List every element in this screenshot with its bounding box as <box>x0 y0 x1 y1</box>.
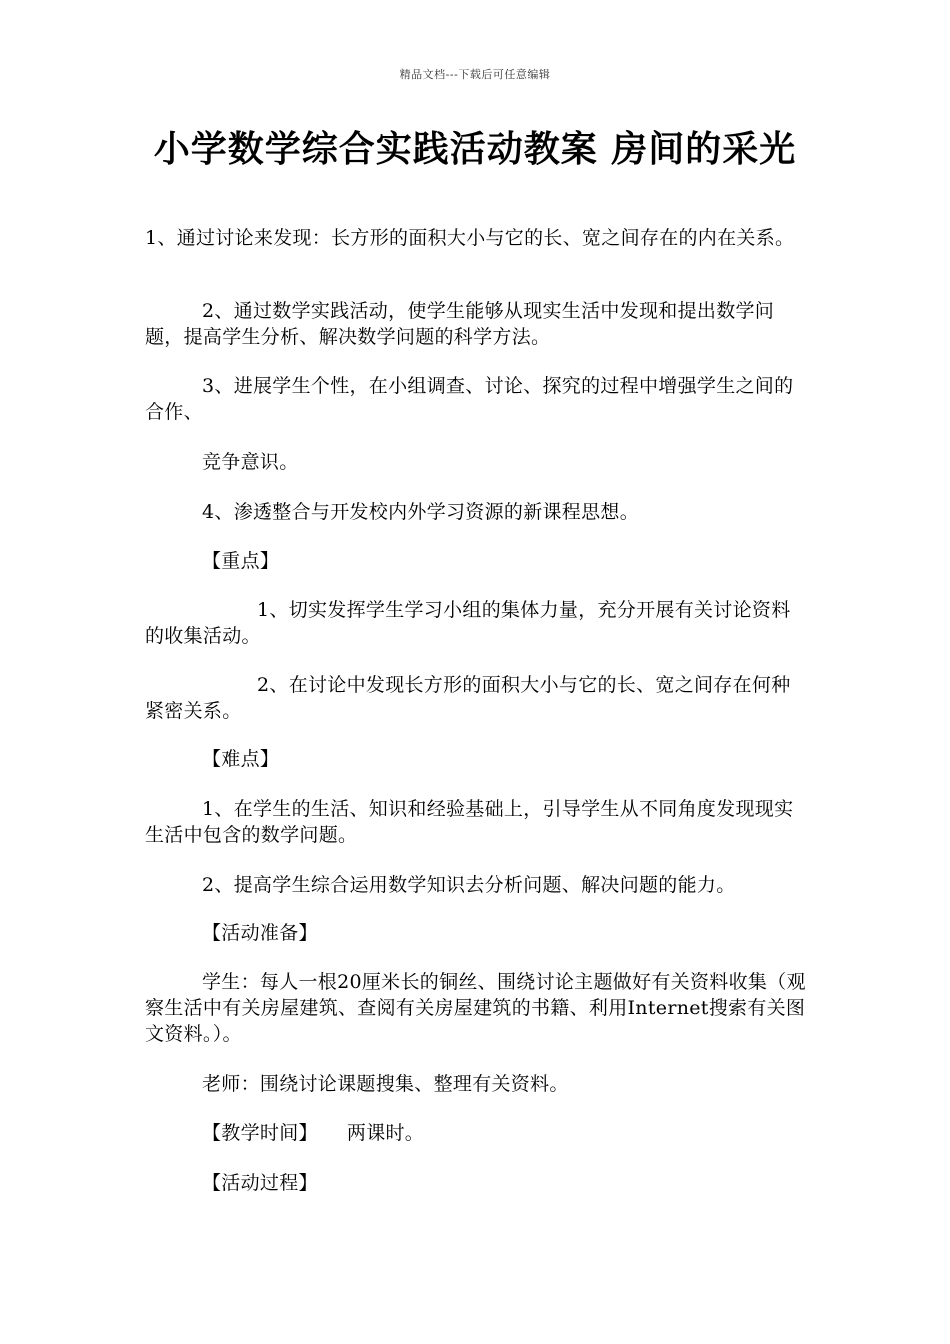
difficulty-2: 2、提高学生综合运用数学知识去分析问题、解决问题的能力。 <box>202 874 736 896</box>
section-heading-preparation: 【活动准备】 <box>202 922 318 944</box>
key-point-2: 2、在讨论中发现长方形的面积大小与它的长、宽之间存在何种紧密关系。 <box>145 674 791 722</box>
objective-3-continued: 竞争意识。 <box>202 451 299 473</box>
objective-2: 2、通过数学实践活动，使学生能够从现实生活中发现和提出数学问题，提高学生分析、解决数学问题的科学方法。 <box>145 300 775 348</box>
page-header: 精品文档---下载后可任意编辑 <box>399 68 551 81</box>
section-heading-difficulties: 【难点】 <box>202 748 280 770</box>
key-point-1: 1、切实发挥学生学习小组的集体力量，充分开展有关讨论资料的收集活动。 <box>145 599 791 647</box>
teaching-time: 【教学时间】 两课时。 <box>202 1122 425 1144</box>
preparation-teacher: 老师：围绕讨论课题搜集、整理有关资料。 <box>202 1073 569 1095</box>
objective-3: 3、进展学生个性，在小组调查、讨论、探究的过程中增强学生之间的合作、 <box>145 375 794 423</box>
preparation-students: 学生：每人一根20厘米长的铜丝、围绕讨论主题做好有关资料收集（观察生活中有关房屋建筑、查阅有关房屋建筑的书籍、利用Internet搜索有关图文资料。）。 <box>145 971 806 1045</box>
difficulty-1: 1、在学生的生活、知识和经验基础上，引导学生从不同角度发现现实生活中包含的数学问题。 <box>145 798 794 846</box>
section-heading-process: 【活动过程】 <box>202 1172 318 1194</box>
document-title: 小学数学综合实践活动教案 房间的采光 <box>153 128 797 170</box>
objective-1: 1、通过讨论来发现：长方形的面积大小与它的长、宽之间存在的内在关系。 <box>145 227 795 249</box>
section-heading-key-points: 【重点】 <box>202 550 280 572</box>
objective-4: 4、渗透整合与开发校内外学习资源的新课程思想。 <box>202 501 639 523</box>
